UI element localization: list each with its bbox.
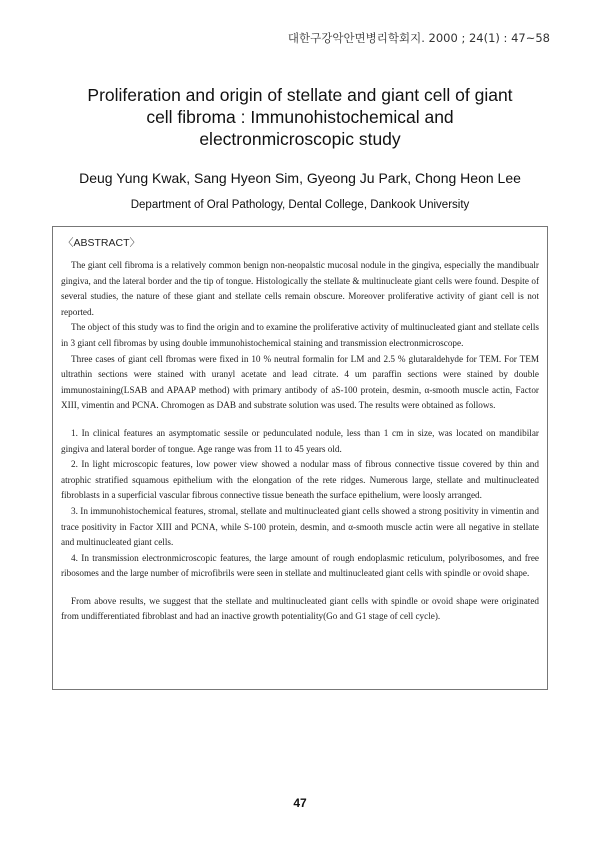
result-item: 4. In transmission electronmicroscopic features, the large amount of rough endoplasmic reticulum, polyribosomes, and free ribosomes and the large number of microfibrils were seen in stellate and multinucleated giant cells with spindle or ovoid shape.	[61, 552, 539, 579]
title-line: Proliferation and origin of stellate and giant cell of giant	[87, 85, 513, 105]
abstract-box	[52, 226, 548, 690]
abstract-paragraph: The giant cell fibroma is a relatively common benign non-neopalstic mucosal nodule in the gingiva, especially the mandibualr gingiva, and the lateral border and the tip of tongue. Histologically the stellate & multinucleate giant cells were found. Despite of several studies, the nature of these giant and stellate cells remain obscure. Moreover proliferative activity of giant cell is not reported.	[61, 260, 539, 317]
abstract-heading: 〈ABSTRACT〉	[63, 237, 141, 249]
result-item: 1. In clinical features an asymptomatic sessile or pedunculated nodule, less than 1 cm in size, was located on mandibilar gingiva and lateral border of tongue. Age range was from 11 to 45 years old.	[61, 427, 539, 454]
author-list: Deug Yung Kwak, Sang Hyeon Sim, Gyeong Ju Park, Chong Heon Lee	[79, 170, 521, 186]
paper-title	[40, 84, 560, 150]
result-item: 2. In light microscopic features, low power view showed a nodular mass of fibrous connective tissue covered by thin and atrophic stratified squamous epithelium with the elongation of the rete ridges. Numerous large, stellate and multinucleated fibroblasts in a superficial vascular fibrous connective tissue beneath the surface epithelium, were loosly arranged.	[61, 459, 539, 501]
journal-header: 대한구강악안면병리학회지. 2000 ; 24(1) : 47~58	[287, 31, 550, 45]
abstract-paragraph: Three cases of giant cell fbromas were fixed in 10 % neutral formalin for LM and 2.5 % glutaraldehyde for TEM. For TEM ultrathin sections were stained with uranyl acetate and lead citrate. 4 um paraffin sections were stained by double immunostaining(LSAB and APAAP method) with primary antibody of aS-100 protein, desmin, α-smooth muscle actin, Factor XIII, vimentin and PCNA. Chromogen as DAB and substrate solution was used. The results were obtained as follows.	[61, 353, 539, 411]
affiliation: Department of Oral Pathology, Dental College, Dankook University	[130, 199, 470, 211]
paragraph-gap	[61, 582, 539, 594]
page-number: 47	[293, 796, 307, 810]
abstract-paragraph: The object of this study was to find the origin and to examine the proliferative activity of multinucleated giant and stellate cells in 3 giant cell fibromas by using double immunohistochemical staining and transmission electronmicroscope.	[61, 322, 539, 348]
title-line: electronmicroscopic study	[199, 129, 401, 149]
conclusion-paragraph: From above results, we suggest that the stellate and multinucleated giant cells with spindle or ovoid shape were originated from undifferentiated fibroblast and had an inactive growth potentiality(Go and G1 stage of cell cycle).	[61, 595, 539, 622]
result-item: 3. In immunohistochemical features, stromal, stellate and multinucleated giant cells showed a strong positivity in vimentin and trace positivity in Factor XIII and PCNA, while S-100 protein, desmin, and α-smooth muscle actin were all negative in stellate and multinucleated giant cells.	[61, 505, 539, 548]
paragraph-gap	[61, 414, 539, 426]
title-line: cell fibroma : Immunohistochemical and	[146, 107, 454, 127]
